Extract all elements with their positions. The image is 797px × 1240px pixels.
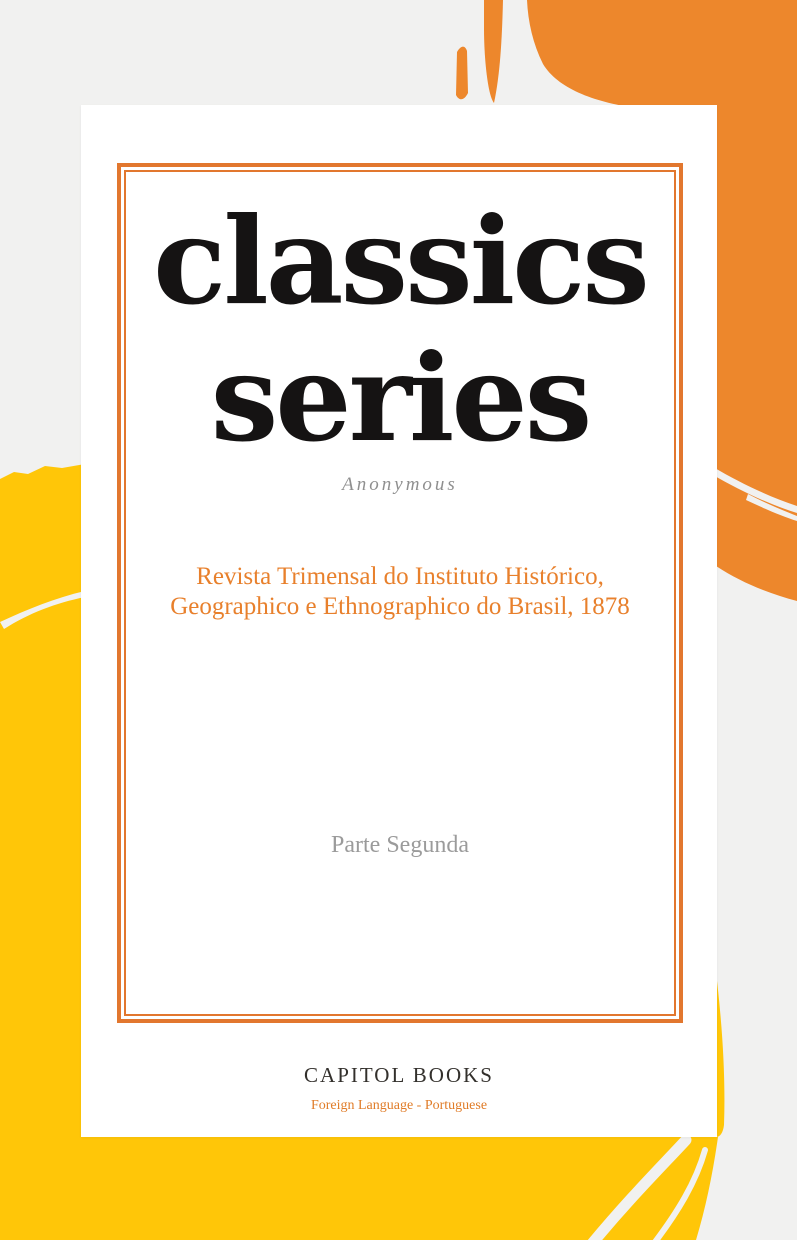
category-label: Foreign Language - Portuguese	[310, 1098, 488, 1113]
book-title	[126, 193, 674, 467]
part-label: Parte Segunda	[331, 832, 469, 858]
publisher-name: CAPITOL BOOKS	[304, 1063, 494, 1087]
book-subtitle	[126, 562, 674, 622]
book-title-line2: series	[210, 328, 590, 469]
book-subtitle-line2: Geographico e Ethnographico do Brasil, 1878	[170, 593, 630, 620]
decorative-frame	[117, 163, 683, 1023]
book-title-line1: classics	[153, 191, 647, 332]
decorative-frame-inner	[124, 170, 676, 1016]
cover-card	[81, 105, 717, 1137]
author-name: Anonymous	[342, 474, 458, 495]
book-subtitle-line1: Revista Trimensal do Instituto Histórico,	[196, 563, 604, 590]
